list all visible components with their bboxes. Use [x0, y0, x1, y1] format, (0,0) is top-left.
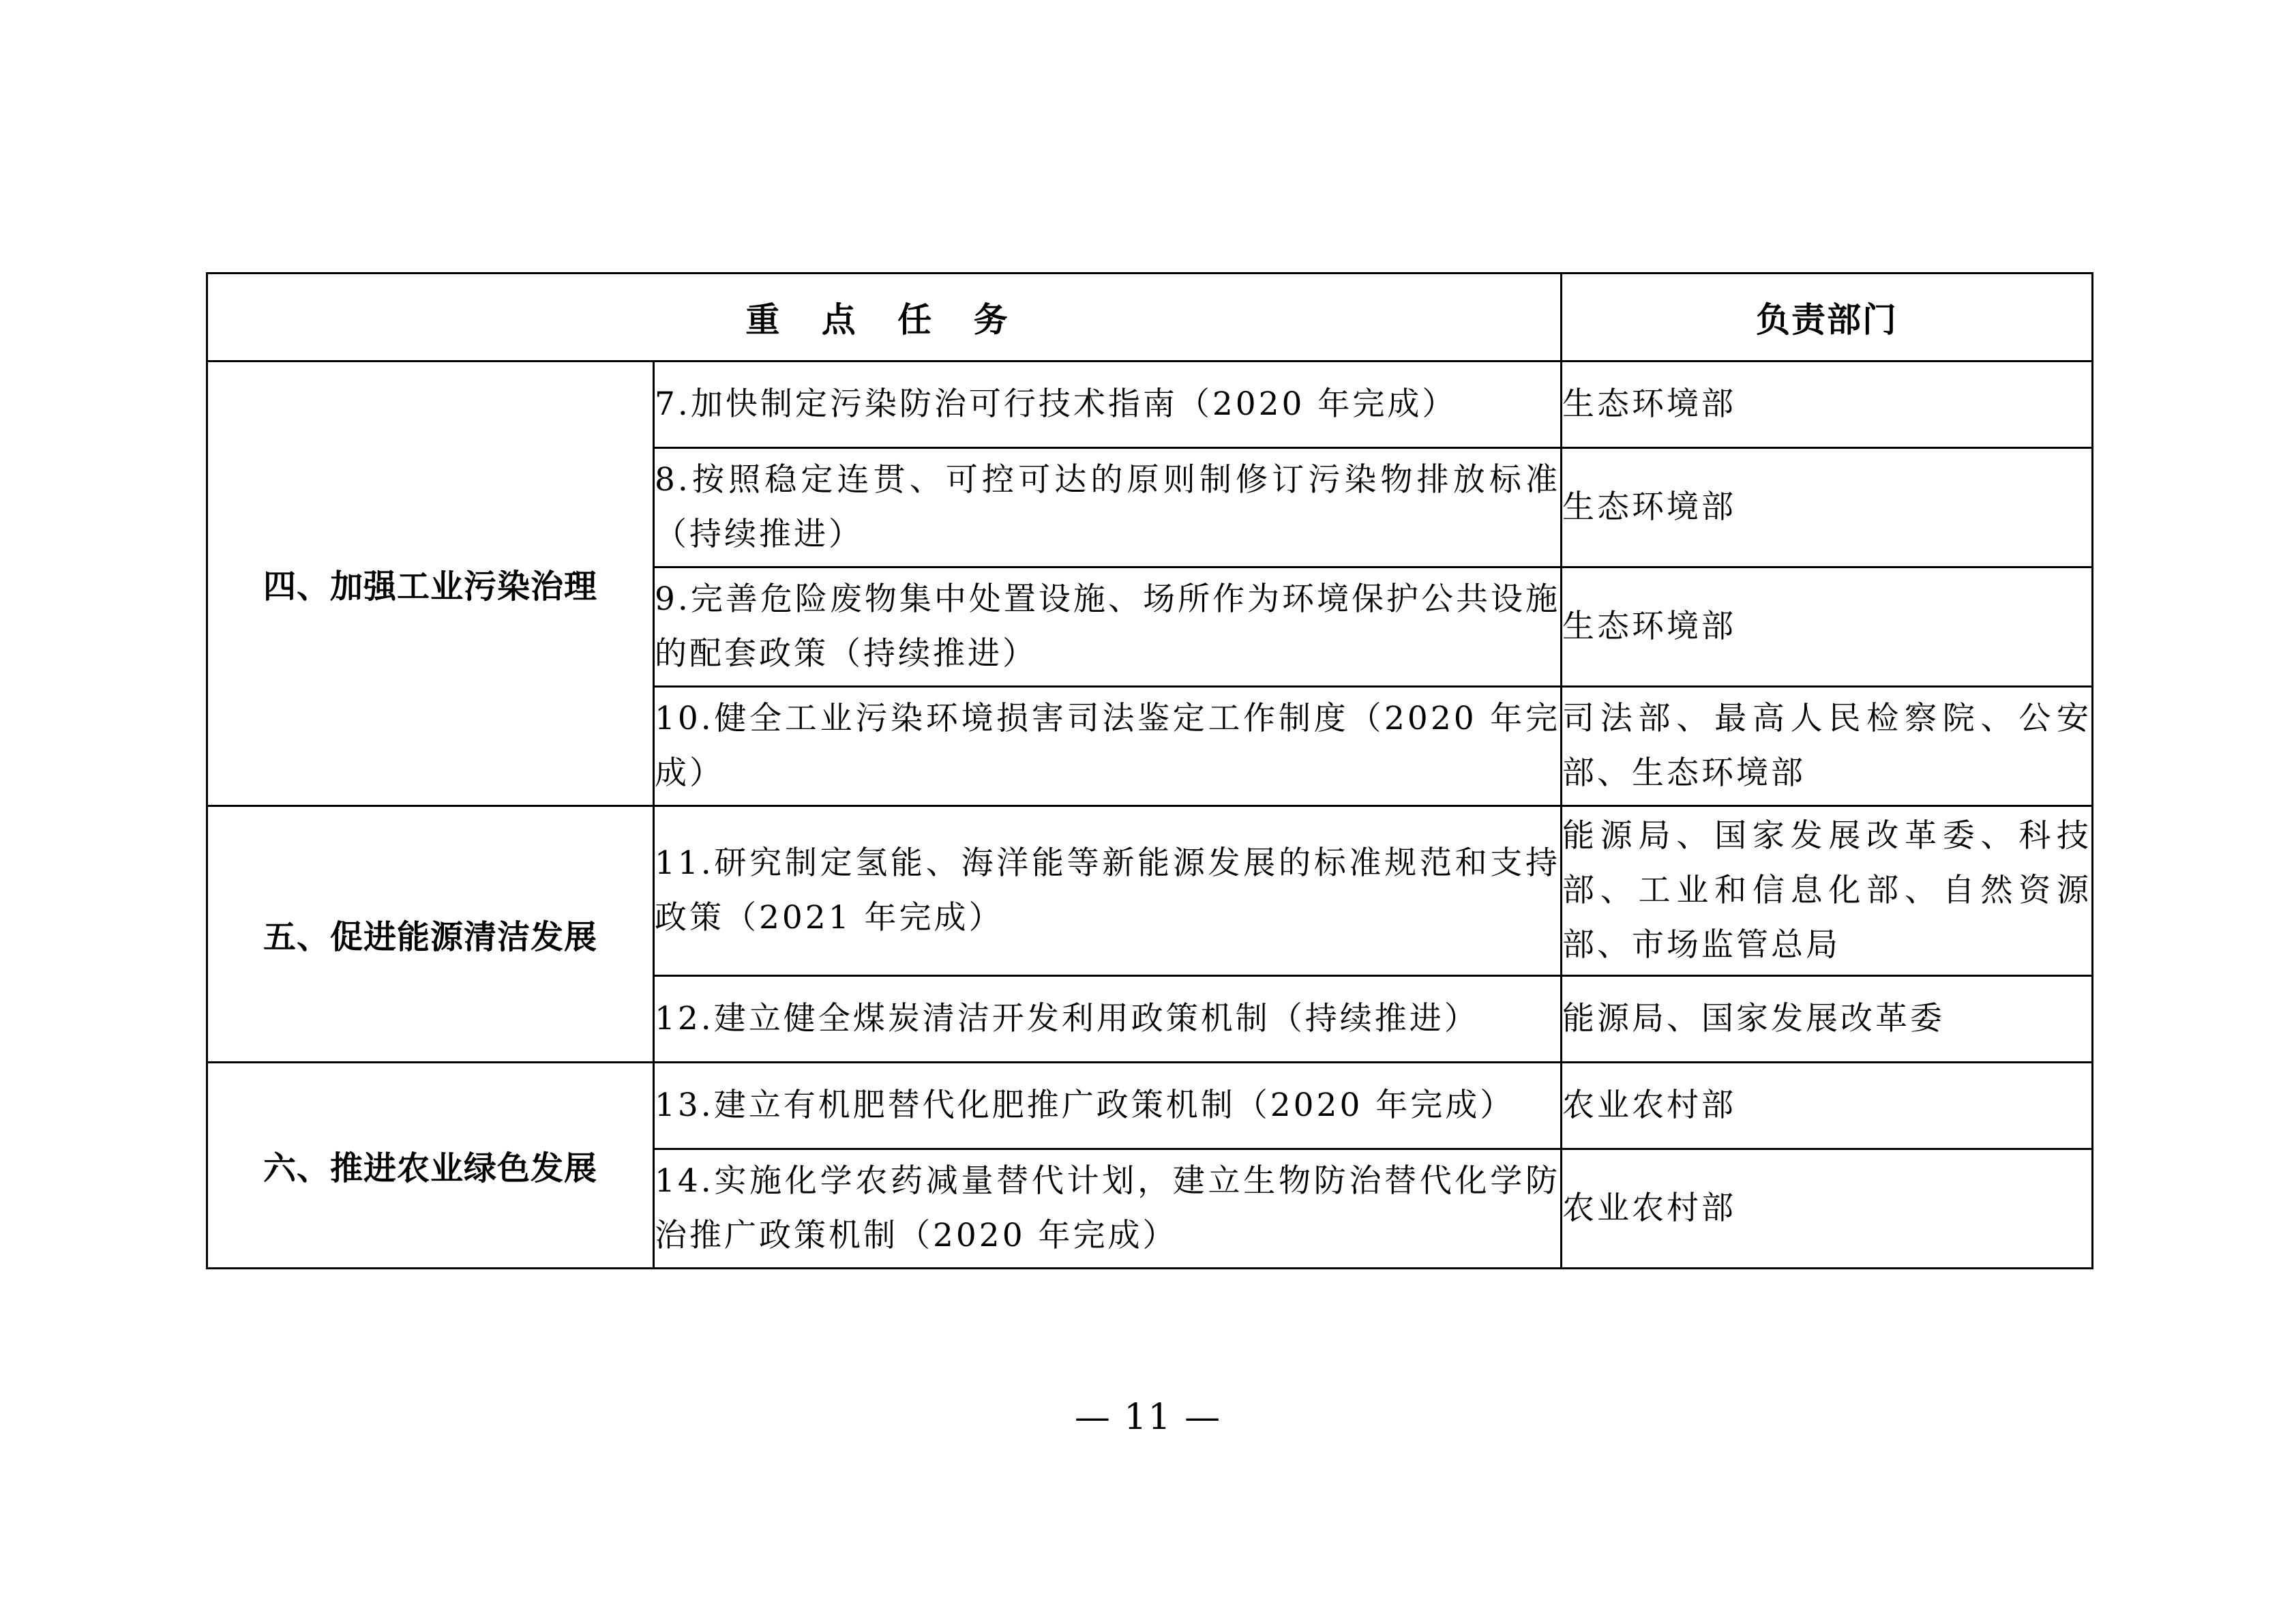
department-cell: 生态环境部	[1562, 361, 2093, 448]
department-cell: 能源局、国家发展改革委	[1562, 976, 2093, 1063]
department-cell: 司法部、最高人民检察院、公安部、生态环境部	[1562, 687, 2093, 806]
header-key-tasks: 重 点 任 务	[207, 274, 1562, 361]
task-cell: 12.建立健全煤炭清洁开发利用政策机制（持续推进）	[654, 976, 1562, 1063]
department-cell: 能源局、国家发展改革委、科技部、工业和信息化部、自然资源部、市场监管总局	[1562, 806, 2093, 976]
task-cell: 9.完善危险废物集中处置设施、场所作为环境保护公共设施的配套政策（持续推进）	[654, 567, 1562, 687]
page-number: — 11 —	[1074, 1397, 1222, 1438]
category-industrial-pollution: 四、加强工业污染治理	[207, 361, 654, 806]
task-cell: 11.研究制定氢能、海洋能等新能源发展的标准规范和支持政策（2021 年完成）	[654, 806, 1562, 976]
table-row	[207, 361, 2093, 448]
category-green-agriculture: 六、推进农业绿色发展	[207, 1063, 654, 1269]
department-cell: 生态环境部	[1562, 448, 2093, 567]
task-cell: 13.建立有机肥替代化肥推广政策机制（2020 年完成）	[654, 1063, 1562, 1149]
header-responsible-department: 负责部门	[1562, 274, 2093, 361]
task-cell: 10.健全工业污染环境损害司法鉴定工作制度（2020 年完成）	[654, 687, 1562, 806]
table-row	[207, 1063, 2093, 1149]
task-cell: 7.加快制定污染防治可行技术指南（2020 年完成）	[654, 361, 1562, 448]
department-cell: 农业农村部	[1562, 1149, 2093, 1269]
table-row	[207, 806, 2093, 976]
table-header-row	[207, 274, 2093, 361]
category-clean-energy: 五、促进能源清洁发展	[207, 806, 654, 1063]
task-cell: 14.实施化学农药减量替代计划，建立生物防治替代化学防治推广政策机制（2020 年完成）	[654, 1149, 1562, 1269]
key-tasks-table	[206, 272, 2093, 1269]
department-cell: 生态环境部	[1562, 567, 2093, 687]
department-cell: 农业农村部	[1562, 1063, 2093, 1149]
task-cell: 8.按照稳定连贯、可控可达的原则制修订污染物排放标准（持续推进）	[654, 448, 1562, 567]
